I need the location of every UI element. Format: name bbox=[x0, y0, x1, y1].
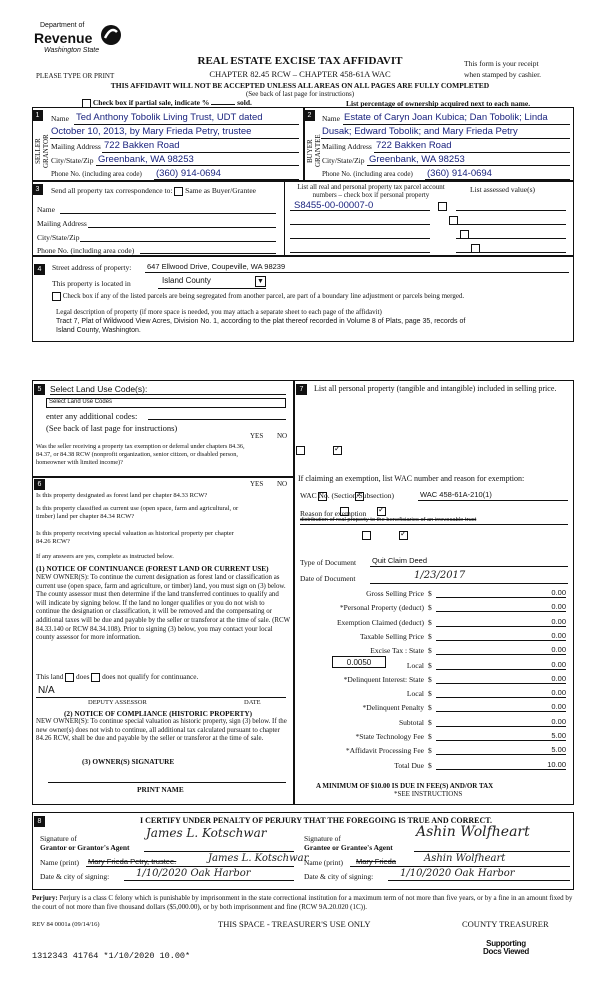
tax-row-label: Excise Tax : State bbox=[370, 646, 424, 656]
buyer-name-1[interactable]: Estate of Caryn Joan Kubica; Dan Tobolik; Linda bbox=[344, 112, 548, 123]
tax-row-value[interactable]: 10.00 bbox=[436, 760, 566, 770]
grantor-date-label: Date & city of signing: bbox=[40, 872, 110, 881]
tax-row-label: *State Technology Fee bbox=[355, 732, 424, 741]
seller-name-2[interactable]: October 10, 2013, by Mary Frieda Petry, trustee bbox=[51, 126, 252, 137]
street-address[interactable]: 647 Ellwood Drive, Coupeville, WA 98239 bbox=[147, 262, 286, 271]
buyer-name-2[interactable]: Dusak; Edward Tobolik; and Mary Frieda Petry bbox=[322, 126, 518, 137]
tax-row-currency: $ bbox=[428, 760, 432, 770]
section-7-number: 7 bbox=[296, 384, 307, 395]
sec5-no-header: NO bbox=[277, 432, 288, 440]
see-instructions: *SEE INSTRUCTIONS bbox=[394, 790, 463, 798]
wac-number[interactable]: WAC 458-61A-210(1) bbox=[420, 490, 492, 499]
seller-phone-label: Phone No. (including area code) bbox=[51, 170, 142, 178]
certify-statement: I CERTIFY UNDER PENALTY OF PERJURY THAT THE FOREGOING IS TRUE AND CORRECT. bbox=[140, 816, 493, 825]
notice-continuance-title: (1) NOTICE OF CONTINUANCE (FOREST LAND OR CURRENT USE) bbox=[36, 564, 269, 573]
segregated-row bbox=[52, 292, 464, 301]
street-label: Street address of property: bbox=[52, 263, 132, 272]
sec5-see-back: (See back of last page for instructions) bbox=[46, 423, 178, 433]
tax-row-currency: $ bbox=[428, 603, 432, 613]
segregated-label: Check box if any of the listed parcels are being segregated from another parcel, are part of a boundary line adjustment or parcels being merged. bbox=[62, 292, 465, 301]
tax-row-currency: $ bbox=[428, 631, 432, 641]
if-yes-note: If any answers are yes, complete as instructed below. bbox=[36, 553, 174, 560]
county-value: Island County bbox=[162, 276, 211, 285]
buyer-name-label: Name bbox=[322, 114, 340, 123]
tax-row-label: *Personal Property (deduct) bbox=[339, 603, 424, 613]
sec3-name-label: Name bbox=[37, 205, 55, 214]
tax-row-value[interactable]: 0.00 bbox=[436, 702, 566, 712]
tax-row-value[interactable]: 0.00 bbox=[436, 602, 566, 612]
legal-desc-2[interactable]: Island County, Washington. bbox=[56, 327, 141, 334]
historic-question: Is this property receiving special valuation as historical property per chapter 84.26 RCW? bbox=[36, 530, 234, 545]
grantor-name-label: Name (print) bbox=[40, 858, 79, 867]
date-label: DATE bbox=[244, 699, 261, 706]
county-treasurer: COUNTY TREASURER bbox=[462, 919, 549, 929]
chevron-down-icon: ▼ bbox=[255, 276, 266, 287]
tax-row-currency: $ bbox=[428, 717, 432, 727]
grantee-date-label: Date & city of signing: bbox=[304, 872, 374, 881]
seller-address[interactable]: 722 Bakken Road bbox=[104, 140, 180, 151]
notice-continuance-text: NEW OWNER(S): To continue the current designation as forest land or classification as current use (open space, farm and agriculture, or timber) land, you must sign on (3) below. The county assessor must then determine if the land transferred continues to qualify and will indicate by signing below. If the land no longer qualifies or you do not wish to continue the designation or classification, it will be removed and the compensating or additional taxes will be due and payable by the seller or transferor at the time of sale. (RCW 84.33.140 or RCW 84.34.108). Prior to signing (3) below, you may contact your local county assessor for more information. bbox=[36, 574, 290, 642]
logo-revenue: Revenue bbox=[34, 30, 93, 46]
grantor-agent-label: Grantor or Grantor's Agent bbox=[40, 843, 130, 852]
current-use-question: Is this property classified as current use (open space, farm and agricultural, or timber) land per chapter 84.34 RCW? bbox=[36, 505, 239, 520]
grantor-name-hw[interactable]: James L. Kotschwar bbox=[208, 853, 309, 864]
buyer-phone-label: Phone No. (including area code) bbox=[322, 170, 413, 178]
tax-row-value[interactable]: 0.00 bbox=[436, 717, 566, 727]
seller-city-label: City/State/Zip bbox=[51, 156, 94, 165]
tax-row-label: Local bbox=[406, 689, 424, 699]
tax-row-label: Gross Selling Price bbox=[366, 589, 424, 598]
grantor-name-struck[interactable]: Mary Frieda Petry, trustee. bbox=[88, 857, 177, 866]
section-6-number: 6 bbox=[34, 479, 45, 490]
tax-row-currency: $ bbox=[428, 746, 432, 756]
seller-name-label: Name bbox=[51, 114, 69, 123]
county-select[interactable] bbox=[158, 276, 266, 289]
buyer-side-label: BUYER GRANTEE bbox=[306, 134, 322, 168]
sec5-yes-header: YES bbox=[250, 432, 264, 440]
seller-addr-label: Mailing Address bbox=[51, 142, 101, 151]
section-8-number: 8 bbox=[34, 816, 45, 827]
sold-label: sold. bbox=[237, 98, 252, 107]
seller-side-label: SELLER GRANTOR bbox=[34, 134, 50, 168]
tax-row-currency: $ bbox=[428, 646, 432, 656]
perjury-notice bbox=[32, 894, 574, 911]
tax-row-label: Exemption Claimed (deduct) bbox=[336, 617, 424, 627]
same-as-buyer-checkbox[interactable] bbox=[174, 187, 183, 196]
see-back-note: (See back of last page for instructions) bbox=[245, 90, 355, 98]
revision-number: REV 84 0001a (09/14/16) bbox=[32, 921, 100, 928]
grantee-name-hw[interactable]: Ashin Wolfheart bbox=[424, 853, 506, 864]
section-2-number: 2 bbox=[304, 110, 315, 121]
continuance-row bbox=[36, 672, 198, 682]
tax-row-currency: $ bbox=[428, 732, 432, 741]
notice-compliance-title: (2) NOTICE OF COMPLIANCE (HISTORIC PROPERTY) bbox=[64, 709, 253, 718]
doc-type[interactable]: Quit Claim Deed bbox=[372, 556, 428, 565]
seller-city[interactable]: Greenbank, WA 98253 bbox=[98, 154, 194, 165]
warning-text: THIS AFFIDAVIT WILL NOT BE ACCEPTED UNLESS ALL AREAS ON ALL PAGES ARE FULLY COMPLETED bbox=[110, 81, 490, 90]
grantor-sig-label: Signature of bbox=[40, 834, 77, 843]
this-land-label: This land bbox=[36, 672, 64, 681]
parcel-header: List all real and personal property tax parcel account numbers – check box if personal property bbox=[297, 183, 445, 199]
minimum-due-note: A MINIMUM OF $10.00 IS DUE IN FEE(S) AND/OR TAX bbox=[316, 782, 494, 790]
same-as-buyer-label: Same as Buyer/Grantee bbox=[185, 186, 256, 195]
tax-row-value[interactable]: 5.00 bbox=[436, 731, 566, 741]
tax-row-value[interactable]: 0.00 bbox=[436, 588, 566, 598]
send-tax-correspondence bbox=[51, 186, 256, 196]
reason-label: Reason for exemption bbox=[300, 509, 367, 518]
tax-row-currency: $ bbox=[428, 689, 432, 699]
tax-row-value[interactable]: 5.00 bbox=[436, 745, 566, 755]
perjury-label: Perjury: bbox=[32, 894, 58, 902]
receipt-note-2: when stamped by cashier. bbox=[464, 70, 542, 79]
does-not-checkbox[interactable] bbox=[91, 673, 100, 682]
section-1-number: 1 bbox=[32, 110, 43, 121]
sec3-city-label: City/State/Zip bbox=[37, 233, 80, 242]
tax-row-currency: $ bbox=[428, 703, 432, 713]
receipt-note: This form is your receipt bbox=[464, 59, 539, 68]
section-3-number: 3 bbox=[32, 184, 43, 195]
located-label: This property is located in bbox=[52, 279, 131, 288]
doc-date-label: Date of Document bbox=[300, 574, 356, 583]
seller-phone[interactable]: (360) 914-0694 bbox=[156, 168, 221, 179]
buyer-phone[interactable]: (360) 914-0694 bbox=[427, 168, 492, 179]
print-name-label: PRINT NAME bbox=[137, 785, 184, 794]
buyer-city-label: City/State/Zip bbox=[322, 156, 365, 165]
sec3-addr-label: Mailing Address bbox=[37, 219, 87, 228]
form-title: REAL ESTATE EXCISE TAX AFFIDAVIT bbox=[197, 55, 403, 67]
qualify-label: qualify for continuance. bbox=[128, 672, 199, 681]
forest-land-question: Is this property designated as forest land per chapter 84.33 RCW? bbox=[36, 492, 208, 499]
doc-type-label: Type of Document bbox=[300, 558, 357, 567]
tax-row-value[interactable]: 0.00 bbox=[436, 688, 566, 698]
partial-sale-label: Check box if partial sale, indicate % bbox=[92, 98, 210, 107]
grantee-agent-label: Grantee or Grantee's Agent bbox=[304, 843, 393, 852]
tax-row-value[interactable]: 0.00 bbox=[436, 631, 566, 641]
grantor-signature[interactable]: James L. Kotschwar bbox=[146, 826, 267, 840]
segregated-checkbox[interactable] bbox=[52, 292, 61, 301]
select-land-use-label: Select Land Use Code(s): bbox=[50, 384, 286, 395]
sec6-yes-header: YES bbox=[250, 480, 264, 488]
tax-row-value[interactable]: 0.00 bbox=[436, 674, 566, 684]
does-not-label: does not bbox=[102, 672, 127, 681]
exemption-wac-label: If claiming an exemption, list WAC number and reason for exemption: bbox=[298, 474, 525, 483]
tax-row-label: Subtotal bbox=[398, 717, 424, 727]
grantee-sig-label: Signature of bbox=[304, 834, 341, 843]
grantee-name-struck[interactable]: Mary Frieda bbox=[356, 857, 397, 866]
does-label: does bbox=[76, 672, 90, 681]
receipt-number: 1312343 41764 *1/10/2020 10.00* bbox=[32, 951, 191, 961]
treasurer-space: THIS SPACE - TREASURER'S USE ONLY bbox=[218, 919, 371, 929]
section-4-number: 4 bbox=[34, 264, 45, 275]
tax-row-label: *Delinquent Penalty bbox=[362, 703, 424, 713]
ownership-note: List percentage of ownership acquired next to each name. bbox=[346, 99, 531, 108]
does-checkbox[interactable] bbox=[65, 673, 74, 682]
deputy-na[interactable]: N/A bbox=[38, 685, 55, 696]
tax-row-label: *Affidavit Processing Fee bbox=[345, 746, 424, 756]
doc-date[interactable]: 1/23/2017 bbox=[414, 570, 466, 581]
supporting-docs-stamp: Supporting Docs Viewed bbox=[483, 939, 529, 956]
notice-compliance-text: NEW OWNER(S): To continue special valuation as historic property, sign (3) below. If the new owner(s) does not wish to continue, all additional tax calculated pursuant to chapter 84.26 RCW, shall be due and payable by the seller or transferor at the time of sale. bbox=[36, 718, 287, 743]
logo-dept: Department of bbox=[40, 22, 85, 29]
grantee-date-city[interactable]: 1/10/2020 Oak Harbor bbox=[400, 868, 515, 879]
exemption-question: Was the seller receiving a property tax exemption or deferral under chapters 84.36, 84.37, or 84.38 RCW (nonprofit organization, senior citizen, or disabled person, homeowner with limited income)? bbox=[36, 443, 245, 466]
legal-desc-1[interactable]: Tract 7, Plat of Wildwood View Acres, Division No. 1, according to the plat thereof recorded in Volume 8 of Plats, page 35, records of bbox=[56, 318, 466, 325]
wac-no-label: WAC No. (Section/Subsection) bbox=[300, 491, 394, 500]
deputy-assessor-label: DEPUTY ASSESSOR bbox=[88, 699, 147, 706]
tax-row-value[interactable]: 0.00 bbox=[436, 617, 566, 627]
exemption-reason[interactable]: distribution of real property to the beneficiaries of an irrevocable trust bbox=[300, 517, 477, 523]
tax-row-label: Local bbox=[406, 660, 424, 670]
logo-state: Washington State bbox=[44, 47, 100, 54]
sec6-no-header: NO bbox=[277, 480, 288, 488]
buyer-address[interactable]: 722 Bakken Road bbox=[376, 140, 452, 151]
grantor-date-city[interactable]: 1/10/2020 Oak Harbor bbox=[136, 868, 251, 879]
tax-row-currency: $ bbox=[428, 617, 432, 627]
parcel-number-1[interactable]: S8455-00-00007-0 bbox=[294, 200, 374, 211]
send-label: Send all property tax correspondence to: bbox=[51, 186, 173, 195]
tax-row-currency: $ bbox=[428, 660, 432, 670]
tax-row-label: *Delinquent Interest: State bbox=[343, 674, 424, 684]
form-chapter: CHAPTER 82.45 RCW – CHAPTER 458-61A WAC bbox=[209, 69, 391, 79]
perjury-text: Perjury is a class C felony which is punishable by imprisonment in the state correctional institution for a maximum term of not more than five years, or by a fine in an amount fixed by the court of not more than five thousand dollars ($5,000.00), or by both imprisonment and fine (RCW 9A.20.020 (1C)). bbox=[32, 894, 573, 911]
local-rate-value: 0.0050 bbox=[346, 658, 372, 667]
buyer-addr-label: Mailing Address bbox=[322, 142, 372, 151]
tax-row-currency: $ bbox=[428, 589, 432, 598]
tax-row-label: Total Due bbox=[394, 760, 424, 770]
land-use-select[interactable]: Select Land Use Codes bbox=[46, 398, 286, 408]
sec3-phone-label: Phone No. (including area code) bbox=[37, 246, 135, 255]
tax-row-label: Taxable Selling Price bbox=[359, 631, 424, 641]
logo-swirl-icon bbox=[100, 24, 122, 46]
type-or-print: PLEASE TYPE OR PRINT bbox=[36, 72, 115, 80]
tax-row-value[interactable]: 0.00 bbox=[436, 660, 566, 670]
owner-signature-label: (3) OWNER(S) SIGNATURE bbox=[82, 757, 175, 766]
grantee-name-label: Name (print) bbox=[304, 858, 343, 867]
personal-property-label: List all personal property (tangible and intangible) included in selling price. bbox=[314, 384, 557, 393]
legal-label: Legal description of property (if more space is needed, you may attach a separate sheet to each page of the affidavit) bbox=[56, 308, 382, 316]
additional-codes-label: enter any additional codes: bbox=[46, 411, 138, 421]
buyer-city[interactable]: Greenbank, WA 98253 bbox=[369, 154, 465, 165]
seller-name-1[interactable]: Ted Anthony Tobolik Living Trust, UDT dated bbox=[76, 112, 263, 123]
tax-row-value[interactable]: 0.00 bbox=[436, 645, 566, 655]
section-5-number: 5 bbox=[34, 384, 45, 395]
grantee-signature[interactable]: Ashin Wolfheart bbox=[416, 824, 530, 840]
parcel-1-checkbox[interactable] bbox=[438, 202, 447, 211]
tax-row-currency: $ bbox=[428, 674, 432, 684]
assessed-header: List assessed value(s) bbox=[470, 185, 535, 194]
